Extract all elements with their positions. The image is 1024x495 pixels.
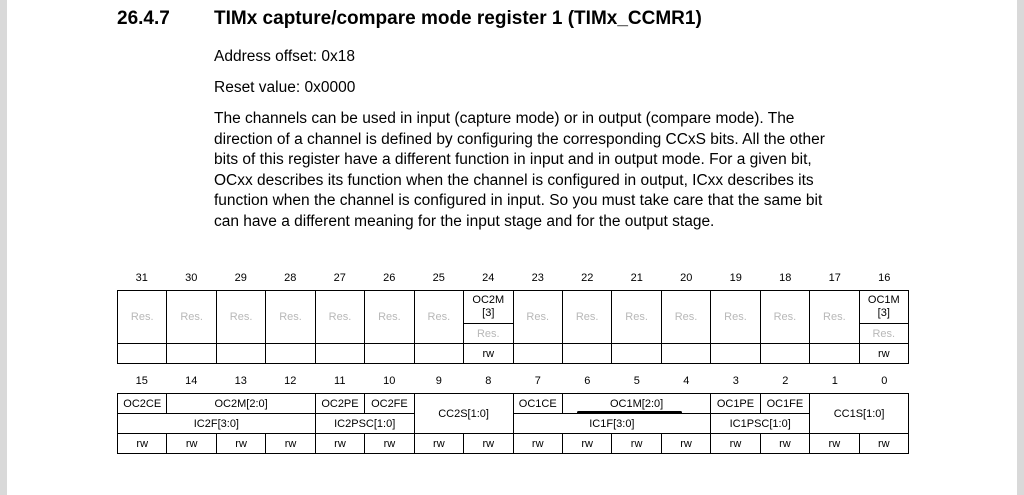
description-line: bits of this register have a different function in input and in output mode. For a given bit,	[214, 151, 812, 168]
access-rw: rw	[216, 434, 265, 454]
bit-number: 17	[828, 272, 841, 284]
reserved-bit-20: Res.	[661, 291, 710, 344]
access-rw: rw	[414, 434, 463, 454]
field-oc1pe: OC1PE	[711, 394, 760, 414]
reserved-bit-25: Res.	[414, 291, 463, 344]
reset-value: Reset value: 0x0000	[214, 79, 356, 96]
oc2m-3-name: OC2M	[472, 294, 505, 306]
access-cell	[414, 344, 463, 364]
bit-numbers-lower	[117, 375, 909, 387]
description-line: function when the channel is configured in input. So you must take care that the same bit	[214, 192, 823, 209]
underline-mark	[577, 411, 682, 414]
bit-number: 18	[779, 272, 792, 284]
bit-number: 2	[782, 375, 789, 387]
bit-number: 21	[630, 272, 643, 284]
bit-number: 23	[531, 272, 544, 284]
bit-number: 14	[185, 375, 198, 387]
oc2m-3-bits: [3]	[482, 307, 495, 319]
description-line: can have a different meaning for the input stage and for the output stage.	[214, 212, 715, 230]
field-cc1s: CC1S[1:0]	[810, 394, 909, 434]
reserved-bit-26: Res.	[365, 291, 414, 344]
access-cell	[315, 344, 364, 364]
field-cc2s: CC2S[1:0]	[414, 394, 513, 434]
bit-number: 9	[435, 375, 442, 387]
bit-number: 8	[485, 375, 492, 387]
bit-number: 19	[729, 272, 742, 284]
access-rw: rw	[612, 434, 661, 454]
bit-number: 16	[878, 272, 891, 284]
field-oc2m-3	[464, 291, 513, 324]
field-oc1ce: OC1CE	[513, 394, 562, 414]
reserved-bit-19: Res.	[711, 291, 760, 344]
reserved-bit-22: Res.	[562, 291, 611, 344]
access-cell	[365, 344, 414, 364]
bit-number: 1	[831, 375, 838, 387]
reserved-bit-23: Res.	[513, 291, 562, 344]
access-rw: rw	[810, 434, 859, 454]
access-cell	[167, 344, 216, 364]
field-ic1psc: IC1PSC[1:0]	[711, 414, 810, 434]
access-rw: rw	[562, 434, 611, 454]
access-cell	[216, 344, 265, 364]
access-rw: rw	[266, 434, 315, 454]
page-edge-right	[1017, 0, 1024, 495]
access-cell	[711, 344, 760, 364]
access-cell	[266, 344, 315, 364]
bit-number: 10	[383, 375, 396, 387]
bit-numbers-upper	[117, 272, 909, 284]
reserved-bit-18: Res.	[760, 291, 809, 344]
field-oc1m: OC1M[2:0]	[562, 394, 710, 414]
bit-number: 11	[334, 375, 346, 387]
address-offset: Address offset: 0x18	[214, 48, 356, 65]
access-cell	[810, 344, 859, 364]
bit-number: 29	[234, 272, 247, 284]
bit-number: 7	[534, 375, 541, 387]
field-oc2pe: OC2PE	[315, 394, 364, 414]
bit-number: 27	[333, 272, 346, 284]
field-oc1m-3	[859, 291, 908, 324]
reserved-bit-30: Res.	[167, 291, 216, 344]
field-ic2f: IC2F[3:0]	[118, 414, 316, 434]
field-ic2psc: IC2PSC[1:0]	[315, 414, 414, 434]
bit-number: 22	[581, 272, 594, 284]
section-number: 26.4.7	[117, 8, 170, 29]
bit-number: 0	[881, 375, 888, 387]
bit-number: 20	[680, 272, 693, 284]
access-rw: rw	[365, 434, 414, 454]
access-rw: rw	[760, 434, 809, 454]
access-cell	[612, 344, 661, 364]
access-rw: rw	[167, 434, 216, 454]
access-cell	[760, 344, 809, 364]
reserved-input-bit-24: Res.	[464, 324, 513, 344]
access-rw-bit-16: rw	[859, 344, 908, 364]
access-cell	[562, 344, 611, 364]
description-line: OCxx describes its function when the channel is configured in output, ICxx describes its	[214, 171, 814, 189]
description-line: The channels can be used in input (capture mode) or in output (compare mode). The	[214, 110, 795, 127]
access-cell	[513, 344, 562, 364]
access-cell	[118, 344, 167, 364]
reserved-bit-31: Res.	[118, 291, 167, 344]
access-rw: rw	[711, 434, 760, 454]
field-oc2fe: OC2FE	[365, 394, 414, 414]
field-ic1f: IC1F[3:0]	[513, 414, 711, 434]
bit-number: 3	[732, 375, 739, 387]
access-cell	[661, 344, 710, 364]
access-rw: rw	[513, 434, 562, 454]
access-rw: rw	[859, 434, 908, 454]
bit-number: 15	[135, 375, 148, 387]
bit-number: 5	[633, 375, 640, 387]
access-rw-bit-24: rw	[464, 344, 513, 364]
bit-number: 30	[185, 272, 198, 284]
page-edge-left	[0, 0, 7, 495]
access-rw: rw	[464, 434, 513, 454]
section-title: TIMx capture/compare mode register 1 (TIMx_CCMR1)	[214, 8, 702, 29]
reserved-bit-29: Res.	[216, 291, 265, 344]
access-rw: rw	[118, 434, 167, 454]
bit-number: 26	[383, 272, 396, 284]
bit-number: 28	[284, 272, 297, 284]
reserved-input-bit-16: Res.	[859, 324, 908, 344]
reserved-bit-28: Res.	[266, 291, 315, 344]
access-rw: rw	[661, 434, 710, 454]
reserved-bit-17: Res.	[810, 291, 859, 344]
register-table-upper	[117, 290, 909, 364]
bit-number: 6	[584, 375, 591, 387]
bit-number: 4	[683, 375, 690, 387]
bit-number: 24	[482, 272, 495, 284]
field-oc2ce: OC2CE	[118, 394, 167, 414]
register-description	[214, 109, 914, 232]
bit-number: 25	[432, 272, 445, 284]
oc1m-3-bits: [3]	[877, 307, 890, 319]
bit-number: 31	[135, 272, 148, 284]
oc1m-3-name: OC1M	[867, 294, 900, 306]
reserved-bit-21: Res.	[612, 291, 661, 344]
description-line: direction of a channel is defined by configuring the corresponding CCxS bits. All the other	[214, 130, 825, 148]
register-table-lower	[117, 393, 909, 454]
field-oc2m: OC2M[2:0]	[167, 394, 315, 414]
field-oc1fe: OC1FE	[760, 394, 809, 414]
access-rw: rw	[315, 434, 364, 454]
bit-number: 13	[234, 375, 247, 387]
bit-number: 12	[284, 375, 297, 387]
reserved-bit-27: Res.	[315, 291, 364, 344]
